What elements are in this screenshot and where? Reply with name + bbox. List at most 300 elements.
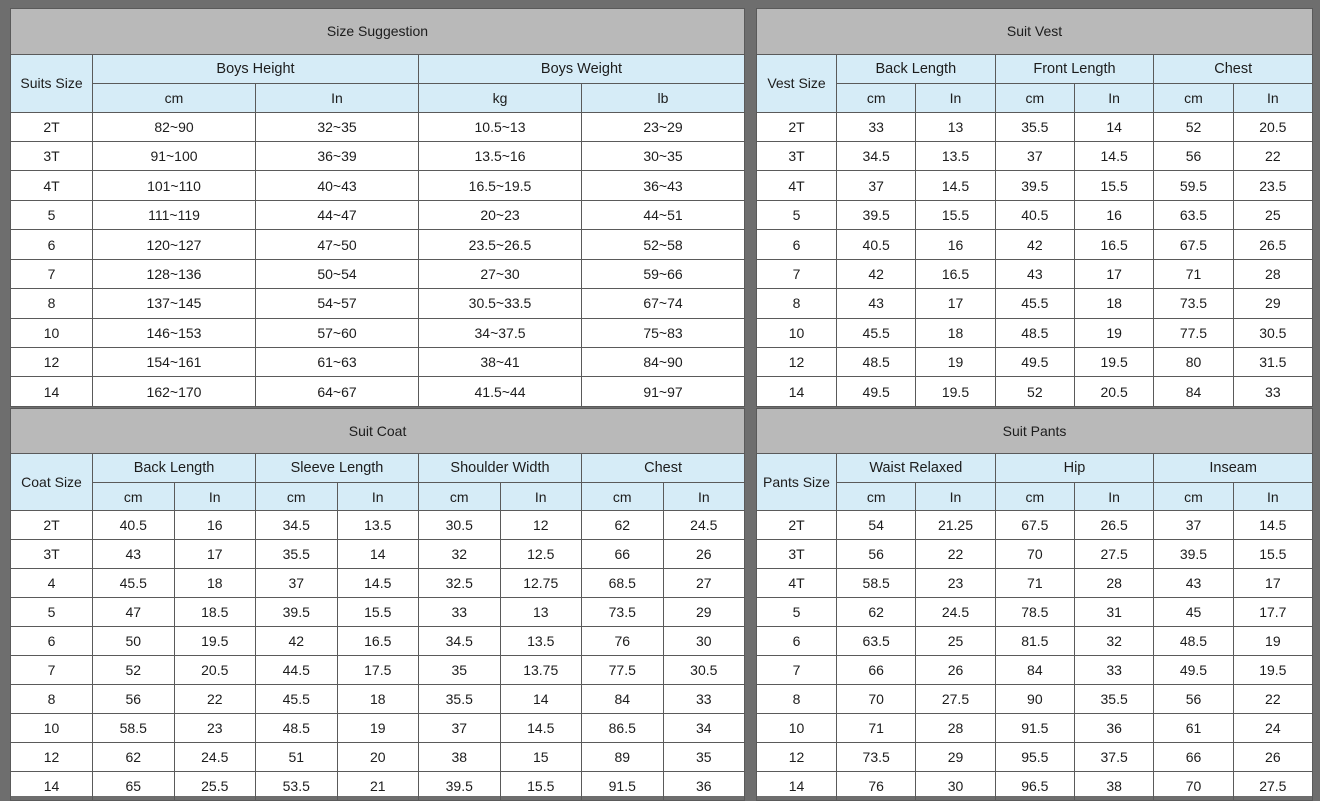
- table-cell: 23~29: [582, 112, 745, 141]
- table-cell: 52~58: [582, 230, 745, 259]
- table-cell: 49.5: [837, 377, 916, 407]
- measurement-group-header: Chest: [1154, 54, 1313, 83]
- table-cell: 12.75: [500, 569, 582, 598]
- table-row: [11, 289, 745, 318]
- size-cell: 5: [757, 598, 837, 627]
- size-cell: 4T: [757, 171, 837, 200]
- table-cell: 35.5: [1074, 685, 1153, 714]
- table-cell: 33: [419, 598, 501, 627]
- table-row: [11, 259, 745, 288]
- table-cell: 17: [1074, 259, 1153, 288]
- unit-header: In: [1074, 84, 1153, 112]
- table-cell: 52: [93, 656, 175, 685]
- size-cell: 12: [757, 348, 837, 377]
- table-cell: 62: [582, 511, 664, 540]
- size-cell: 8: [757, 289, 837, 318]
- measurement-group-header: Back Length: [93, 454, 256, 483]
- table-cell: 21: [337, 772, 419, 801]
- table-row: [11, 141, 745, 170]
- table-cell: 37: [995, 141, 1074, 170]
- table-cell: 33: [663, 685, 745, 714]
- size-cell: 6: [11, 230, 93, 259]
- table-cell: 16.5: [916, 259, 995, 288]
- table-cell: 30.5: [419, 511, 501, 540]
- table-cell: 40.5: [93, 511, 175, 540]
- table-cell: 19: [1233, 627, 1312, 656]
- table-cell: 13.5~16: [419, 141, 582, 170]
- table-title: Size Suggestion: [11, 9, 745, 55]
- table-cell: 22: [174, 685, 256, 714]
- table-cell: 78.5: [995, 598, 1074, 627]
- table-cell: 36: [1074, 714, 1153, 743]
- table-cell: 54: [837, 511, 916, 540]
- table-cell: 14: [500, 685, 582, 714]
- table-row: [11, 569, 745, 598]
- table-cell: 27.5: [1233, 772, 1312, 801]
- table-cell: 45.5: [837, 318, 916, 347]
- table-cell: 32: [419, 540, 501, 569]
- table-row: [11, 171, 745, 200]
- suit-vest-table: [756, 8, 1312, 407]
- table-cell: 30.5: [663, 656, 745, 685]
- table-cell: 51: [256, 743, 338, 772]
- table-row: [757, 598, 1313, 627]
- table-cell: 67~74: [582, 289, 745, 318]
- table-row: [757, 714, 1313, 743]
- size-cell: 14: [11, 772, 93, 801]
- table-cell: 120~127: [93, 230, 256, 259]
- unit-header: cm: [93, 483, 175, 511]
- table-cell: 26.5: [1233, 230, 1312, 259]
- table-cell: 38~41: [419, 348, 582, 377]
- table-title: Suit Pants: [757, 409, 1313, 454]
- table-cell: 27~30: [419, 259, 582, 288]
- table-cell: 45: [1154, 598, 1233, 627]
- table-cell: 16.5: [1074, 230, 1153, 259]
- table-cell: 23: [916, 569, 995, 598]
- table-cell: 90: [995, 685, 1074, 714]
- table-cell: 91.5: [995, 714, 1074, 743]
- table-row: [11, 377, 745, 407]
- table-row: [757, 318, 1313, 347]
- size-cell: 7: [757, 656, 837, 685]
- table-cell: 33: [837, 112, 916, 141]
- table-cell: 35: [663, 743, 745, 772]
- table-cell: 84: [582, 685, 664, 714]
- size-cell: 7: [757, 259, 837, 288]
- measurement-group-header: Shoulder Width: [419, 454, 582, 483]
- table-cell: 24: [1233, 714, 1312, 743]
- size-suggestion-table: [10, 8, 744, 407]
- table-cell: 16.5: [337, 627, 419, 656]
- table-cell: 37: [419, 714, 501, 743]
- table-cell: 67.5: [1154, 230, 1233, 259]
- table-cell: 86.5: [582, 714, 664, 743]
- table-row: [757, 627, 1313, 656]
- measurement-group-header: Waist Relaxed: [837, 454, 996, 483]
- table-cell: 44~51: [582, 200, 745, 229]
- table-cell: 37: [256, 569, 338, 598]
- unit-header: In: [916, 84, 995, 112]
- table-row: [11, 714, 745, 743]
- table-cell: 16.5~19.5: [419, 171, 582, 200]
- table-cell: 50: [93, 627, 175, 656]
- table-cell: 20: [337, 743, 419, 772]
- table-cell: 30: [916, 772, 995, 801]
- table-cell: 29: [663, 598, 745, 627]
- table-row: [11, 318, 745, 347]
- table-cell: 146~153: [93, 318, 256, 347]
- table-cell: 26: [1233, 743, 1312, 772]
- size-cell: 10: [757, 714, 837, 743]
- table-cell: 14.5: [500, 714, 582, 743]
- table-cell: 68.5: [582, 569, 664, 598]
- table-cell: 14: [1074, 112, 1153, 141]
- table-cell: 40.5: [995, 200, 1074, 229]
- table-cell: 19: [337, 714, 419, 743]
- table-cell: 38: [419, 743, 501, 772]
- table-cell: 19: [1074, 318, 1153, 347]
- table-cell: 62: [837, 598, 916, 627]
- table-cell: 43: [837, 289, 916, 318]
- table-cell: 111~119: [93, 200, 256, 229]
- table-cell: 71: [837, 714, 916, 743]
- size-cell: 3T: [757, 540, 837, 569]
- table-cell: 29: [916, 743, 995, 772]
- table-row: [11, 656, 745, 685]
- table-cell: 35.5: [995, 112, 1074, 141]
- table-cell: 39.5: [419, 772, 501, 801]
- table-cell: 56: [1154, 685, 1233, 714]
- table-cell: 40.5: [837, 230, 916, 259]
- table-cell: 33: [1074, 656, 1153, 685]
- table-cell: 61: [1154, 714, 1233, 743]
- table-cell: 84: [995, 656, 1074, 685]
- measurement-group-header: Chest: [582, 454, 745, 483]
- table-cell: 22: [1233, 141, 1312, 170]
- table-cell: 71: [1154, 259, 1233, 288]
- table-cell: 34.5: [837, 141, 916, 170]
- table-cell: 18: [916, 318, 995, 347]
- table-row: [757, 200, 1313, 229]
- table-cell: 23.5~26.5: [419, 230, 582, 259]
- table-cell: 19.5: [1233, 656, 1312, 685]
- unit-header: In: [174, 483, 256, 511]
- size-cell: 3T: [11, 540, 93, 569]
- unit-header: cm: [419, 483, 501, 511]
- table-cell: 71: [995, 569, 1074, 598]
- table-cell: 47: [93, 598, 175, 627]
- table-cell: 36~39: [256, 141, 419, 170]
- table-cell: 17: [174, 540, 256, 569]
- size-cell: 7: [11, 656, 93, 685]
- table-cell: 15.5: [337, 598, 419, 627]
- table-cell: 23: [174, 714, 256, 743]
- size-cell: 8: [11, 289, 93, 318]
- unit-header: cm: [256, 483, 338, 511]
- table-cell: 84: [1154, 377, 1233, 407]
- table-cell: 13.75: [500, 656, 582, 685]
- table-cell: 66: [582, 540, 664, 569]
- table-cell: 62: [93, 743, 175, 772]
- size-cell: 4: [11, 569, 93, 598]
- table-cell: 34.5: [256, 511, 338, 540]
- table-cell: 56: [837, 540, 916, 569]
- table-cell: 15.5: [1233, 540, 1312, 569]
- table-cell: 14.5: [916, 171, 995, 200]
- table-cell: 35: [419, 656, 501, 685]
- size-column-header: Pants Size: [757, 454, 837, 511]
- table-cell: 23.5: [1233, 171, 1312, 200]
- table-cell: 25.5: [174, 772, 256, 801]
- table-cell: 47~50: [256, 230, 419, 259]
- table-cell: 32~35: [256, 112, 419, 141]
- table-cell: 26: [916, 656, 995, 685]
- table-cell: 50~54: [256, 259, 419, 288]
- table-cell: 27: [663, 569, 745, 598]
- size-cell: 5: [11, 200, 93, 229]
- table-cell: 91~100: [93, 141, 256, 170]
- size-cell: 5: [757, 200, 837, 229]
- table-cell: 30: [663, 627, 745, 656]
- table-cell: 36: [663, 772, 745, 801]
- table-cell: 34: [663, 714, 745, 743]
- size-cell: 7: [11, 259, 93, 288]
- table-cell: 12.5: [500, 540, 582, 569]
- size-cell: 12: [11, 743, 93, 772]
- table-cell: 12: [500, 511, 582, 540]
- size-cell: 6: [757, 230, 837, 259]
- size-cell: 10: [757, 318, 837, 347]
- table-row: [757, 171, 1313, 200]
- table-cell: 70: [995, 540, 1074, 569]
- table-row: [11, 200, 745, 229]
- unit-header: In: [663, 483, 745, 511]
- measurement-group-header: Sleeve Length: [256, 454, 419, 483]
- table-cell: 13.5: [916, 141, 995, 170]
- table-cell: 20~23: [419, 200, 582, 229]
- table-row: [757, 511, 1313, 540]
- size-cell: 2T: [11, 511, 93, 540]
- table-cell: 14.5: [1074, 141, 1153, 170]
- table-cell: 56: [93, 685, 175, 714]
- table-cell: 34~37.5: [419, 318, 582, 347]
- suit-coat-table: [10, 408, 744, 796]
- table-cell: 15.5: [1074, 171, 1153, 200]
- table-row: [11, 772, 745, 801]
- table-cell: 39.5: [1154, 540, 1233, 569]
- table-cell: 18: [174, 569, 256, 598]
- table-cell: 66: [837, 656, 916, 685]
- unit-header: cm: [1154, 483, 1233, 511]
- table-cell: 80: [1154, 348, 1233, 377]
- unit-header: In: [337, 483, 419, 511]
- table-cell: 76: [837, 772, 916, 801]
- table-row: [757, 141, 1313, 170]
- table-cell: 41.5~44: [419, 377, 582, 407]
- unit-header: cm: [995, 483, 1074, 511]
- table-cell: 28: [1233, 259, 1312, 288]
- table-cell: 91~97: [582, 377, 745, 407]
- table-cell: 89: [582, 743, 664, 772]
- table-cell: 37: [837, 171, 916, 200]
- table-cell: 57~60: [256, 318, 419, 347]
- table-cell: 27.5: [1074, 540, 1153, 569]
- table-cell: 16: [174, 511, 256, 540]
- table-row: [757, 289, 1313, 318]
- table-row: [11, 598, 745, 627]
- size-column-header: Coat Size: [11, 454, 93, 511]
- table-cell: 18: [337, 685, 419, 714]
- table-cell: 17: [1233, 569, 1312, 598]
- table-cell: 30.5~33.5: [419, 289, 582, 318]
- measurement-group-header: Hip: [995, 454, 1154, 483]
- size-cell: 2T: [11, 112, 93, 141]
- table-row: [11, 112, 745, 141]
- table-cell: 19.5: [1074, 348, 1153, 377]
- size-cell: 14: [757, 772, 837, 801]
- unit-header: In: [500, 483, 582, 511]
- table-cell: 59~66: [582, 259, 745, 288]
- unit-header: cm: [837, 84, 916, 112]
- table-cell: 48.5: [256, 714, 338, 743]
- table-cell: 48.5: [1154, 627, 1233, 656]
- table-cell: 66: [1154, 743, 1233, 772]
- table-cell: 42: [837, 259, 916, 288]
- table-cell: 49.5: [995, 348, 1074, 377]
- size-cell: 12: [11, 348, 93, 377]
- size-cell: 4T: [757, 569, 837, 598]
- table-cell: 19.5: [174, 627, 256, 656]
- table-row: [757, 348, 1313, 377]
- table-cell: 58.5: [93, 714, 175, 743]
- table-cell: 13: [500, 598, 582, 627]
- table-cell: 84~90: [582, 348, 745, 377]
- table-cell: 24.5: [663, 511, 745, 540]
- table-cell: 24.5: [916, 598, 995, 627]
- table-cell: 61~63: [256, 348, 419, 377]
- size-cell: 2T: [757, 112, 837, 141]
- table-cell: 14.5: [337, 569, 419, 598]
- size-cell: 8: [11, 685, 93, 714]
- table-row: [757, 259, 1313, 288]
- size-column-header: Suits Size: [11, 54, 93, 112]
- table-cell: 52: [995, 377, 1074, 407]
- table-cell: 20.5: [1233, 112, 1312, 141]
- table-cell: 15.5: [500, 772, 582, 801]
- table-cell: 37.5: [1074, 743, 1153, 772]
- table-cell: 91.5: [582, 772, 664, 801]
- measurement-group-header: Inseam: [1154, 454, 1313, 483]
- table-cell: 162~170: [93, 377, 256, 407]
- table-row: [757, 569, 1313, 598]
- unit-header: lb: [582, 84, 745, 112]
- table-cell: 77.5: [582, 656, 664, 685]
- unit-header: In: [1233, 84, 1312, 112]
- unit-header: cm: [1154, 84, 1233, 112]
- table-cell: 17.7: [1233, 598, 1312, 627]
- table-row: [757, 656, 1313, 685]
- measurement-group-header: Boys Height: [93, 54, 419, 83]
- table-cell: 35.5: [419, 685, 501, 714]
- table-cell: 22: [1233, 685, 1312, 714]
- table-cell: 33: [1233, 377, 1312, 407]
- size-cell: 6: [11, 627, 93, 656]
- table-cell: 30~35: [582, 141, 745, 170]
- table-cell: 25: [1233, 200, 1312, 229]
- table-cell: 21.25: [916, 511, 995, 540]
- table-cell: 28: [1074, 569, 1153, 598]
- table-cell: 59.5: [1154, 171, 1233, 200]
- table-cell: 67.5: [995, 511, 1074, 540]
- table-cell: 13: [916, 112, 995, 141]
- table-cell: 44.5: [256, 656, 338, 685]
- table-cell: 45.5: [93, 569, 175, 598]
- size-column-header: Vest Size: [757, 54, 837, 112]
- table-cell: 154~161: [93, 348, 256, 377]
- table-cell: 77.5: [1154, 318, 1233, 347]
- size-cell: 14: [757, 377, 837, 407]
- size-cell: 10: [11, 318, 93, 347]
- table-cell: 40~43: [256, 171, 419, 200]
- table-cell: 31: [1074, 598, 1153, 627]
- table-cell: 36~43: [582, 171, 745, 200]
- table-cell: 39.5: [995, 171, 1074, 200]
- table-cell: 26: [663, 540, 745, 569]
- table-cell: 137~145: [93, 289, 256, 318]
- table-cell: 75~83: [582, 318, 745, 347]
- table-cell: 18: [1074, 289, 1153, 318]
- unit-header: In: [1074, 483, 1153, 511]
- table-cell: 30.5: [1233, 318, 1312, 347]
- suit-pants-table: [756, 408, 1312, 796]
- table-cell: 35.5: [256, 540, 338, 569]
- unit-header: cm: [582, 483, 664, 511]
- table-cell: 82~90: [93, 112, 256, 141]
- table-cell: 25: [916, 627, 995, 656]
- table-row: [11, 230, 745, 259]
- table-cell: 16: [1074, 200, 1153, 229]
- table-row: [11, 627, 745, 656]
- table-cell: 14: [337, 540, 419, 569]
- size-cell: 6: [757, 627, 837, 656]
- table-row: [757, 772, 1313, 801]
- table-cell: 44~47: [256, 200, 419, 229]
- table-cell: 43: [995, 259, 1074, 288]
- table-cell: 64~67: [256, 377, 419, 407]
- table-cell: 17: [916, 289, 995, 318]
- table-cell: 20.5: [174, 656, 256, 685]
- size-cell: 10: [11, 714, 93, 743]
- table-cell: 19: [916, 348, 995, 377]
- table-cell: 24.5: [174, 743, 256, 772]
- table-cell: 15: [500, 743, 582, 772]
- table-cell: 58.5: [837, 569, 916, 598]
- table-cell: 42: [995, 230, 1074, 259]
- table-cell: 54~57: [256, 289, 419, 318]
- unit-header: cm: [995, 84, 1074, 112]
- table-cell: 27.5: [916, 685, 995, 714]
- table-cell: 19.5: [916, 377, 995, 407]
- table-cell: 95.5: [995, 743, 1074, 772]
- table-cell: 52: [1154, 112, 1233, 141]
- table-cell: 45.5: [995, 289, 1074, 318]
- table-cell: 101~110: [93, 171, 256, 200]
- table-cell: 13.5: [337, 511, 419, 540]
- table-row: [11, 743, 745, 772]
- table-cell: 13.5: [500, 627, 582, 656]
- table-cell: 32.5: [419, 569, 501, 598]
